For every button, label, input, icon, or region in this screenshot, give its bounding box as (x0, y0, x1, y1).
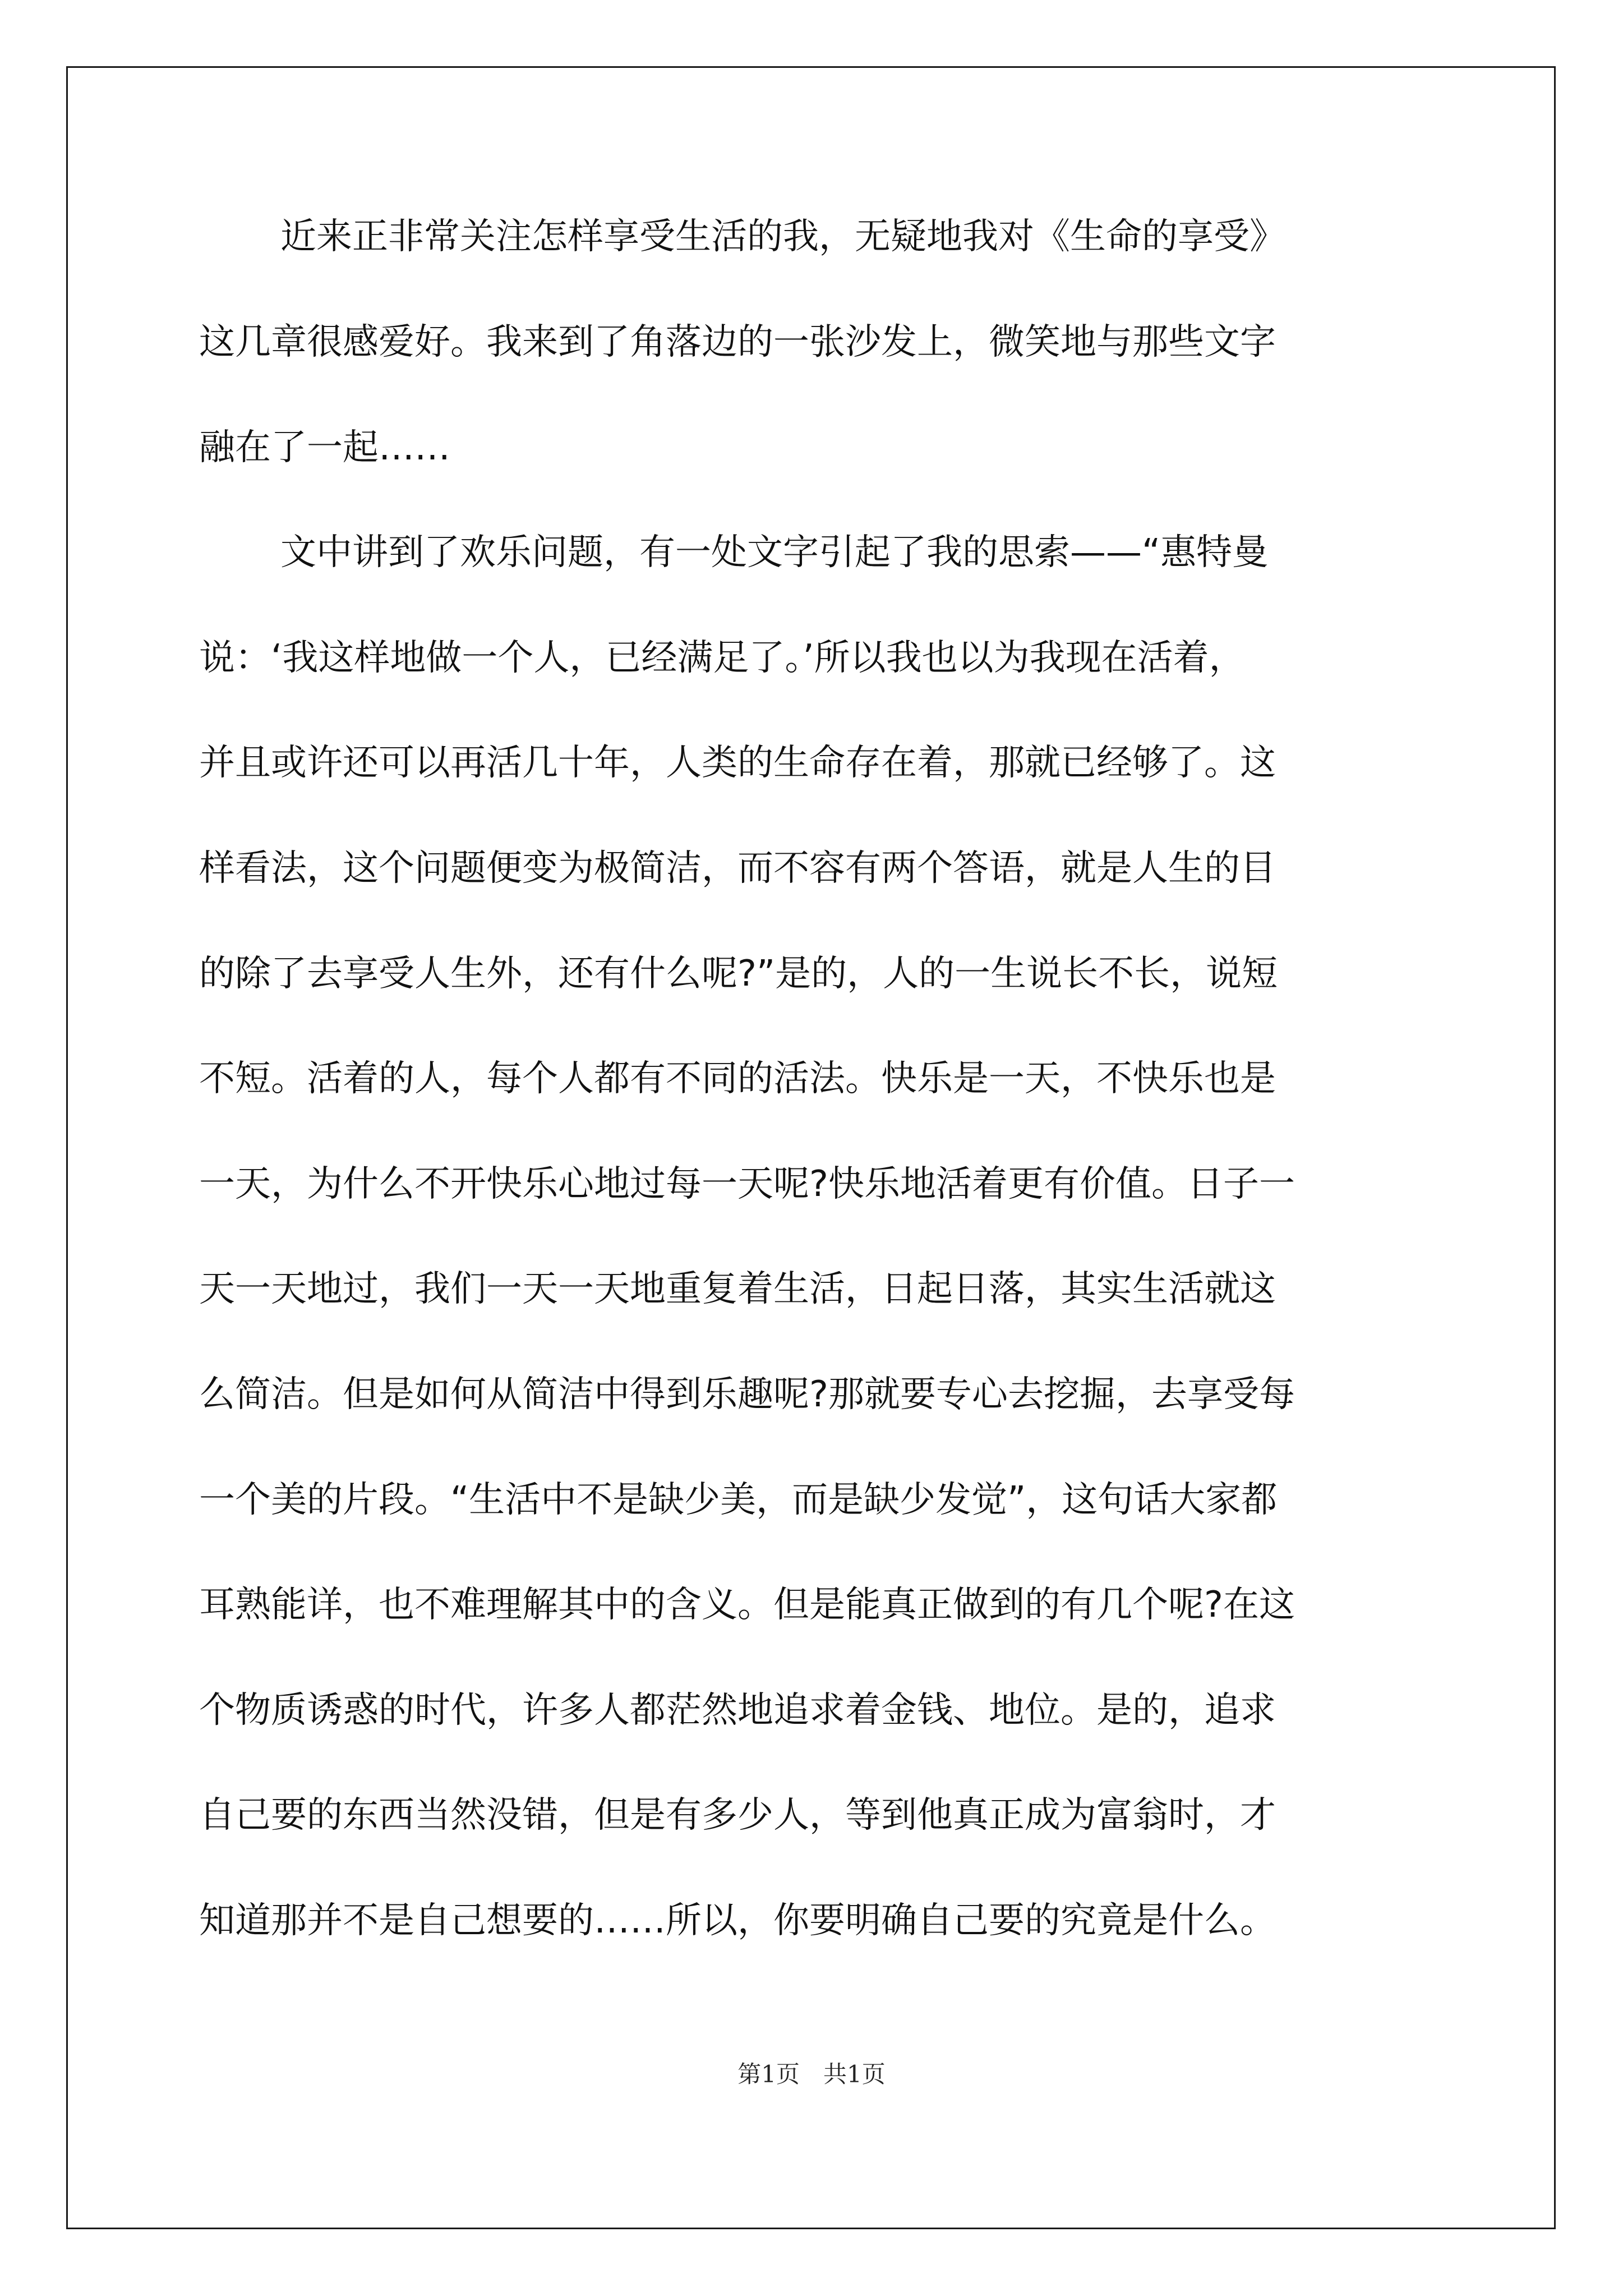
text-line: 文中讲到了欢乐问题，有一处文字引起了我的思索——“惠特曼 (280, 532, 1269, 573)
text-line: 知道那并不是自己想要的……所以，你要明确自己要的究竟是什么。 (199, 1900, 1276, 1941)
text-line: 并且或许还可以再活几十年，人类的生命存在着，那就已经够了。这 (199, 742, 1276, 784)
text-line: 耳熟能详，也不难理解其中的含义。但是能真正做到的有几个呢?在这 (199, 1584, 1295, 1626)
text-line: 一天，为什么不开快乐心地过每一天呢?快乐地活着更有价值。日子一 (199, 1163, 1295, 1205)
text-line: 这几章很感爱好。我来到了角落边的一张沙发上，微笑地与那些文字 (199, 321, 1276, 363)
text-line: 一个美的片段。“生活中不是缺少美，而是缺少发觉”，这句话大家都 (199, 1479, 1278, 1521)
text-line: 么简洁。但是如何从简洁中得到乐趣呢?那就要专心去挖掘，去享受每 (199, 1374, 1295, 1415)
text-line: 近来正非常关注怎样享受生活的我，无疑地我对《生命的享受》 (280, 216, 1285, 257)
text-line: 自己要的东西当然没错，但是有多少人，等到他真正成为富翁时，才 (199, 1795, 1276, 1836)
text-line: 天一天地过，我们一天一天地重复着生活，日起日落，其实生活就这 (199, 1268, 1276, 1310)
text-line: 个物质诱惑的时代，许多人都茫然地追求着金钱、地位。是的，追求 (199, 1690, 1276, 1731)
text-line: 融在了一起…… (199, 427, 450, 468)
page-footer: 第1页 共1页 (737, 2060, 886, 2088)
text-line: 不短。活着的人，每个人都有不同的活法。快乐是一天，不快乐也是 (199, 1058, 1276, 1099)
text-line: 样看法，这个问题便变为极简洁，而不容有两个答语，就是人生的目 (199, 848, 1276, 889)
text-line: 的除了去享受人生外，还有什么呢?”是的，人的一生说长不长，说短 (199, 953, 1278, 995)
text-line: 说：‘我这样地做一个人，已经满足了。’所以我也以为我现在活着， (199, 637, 1245, 679)
